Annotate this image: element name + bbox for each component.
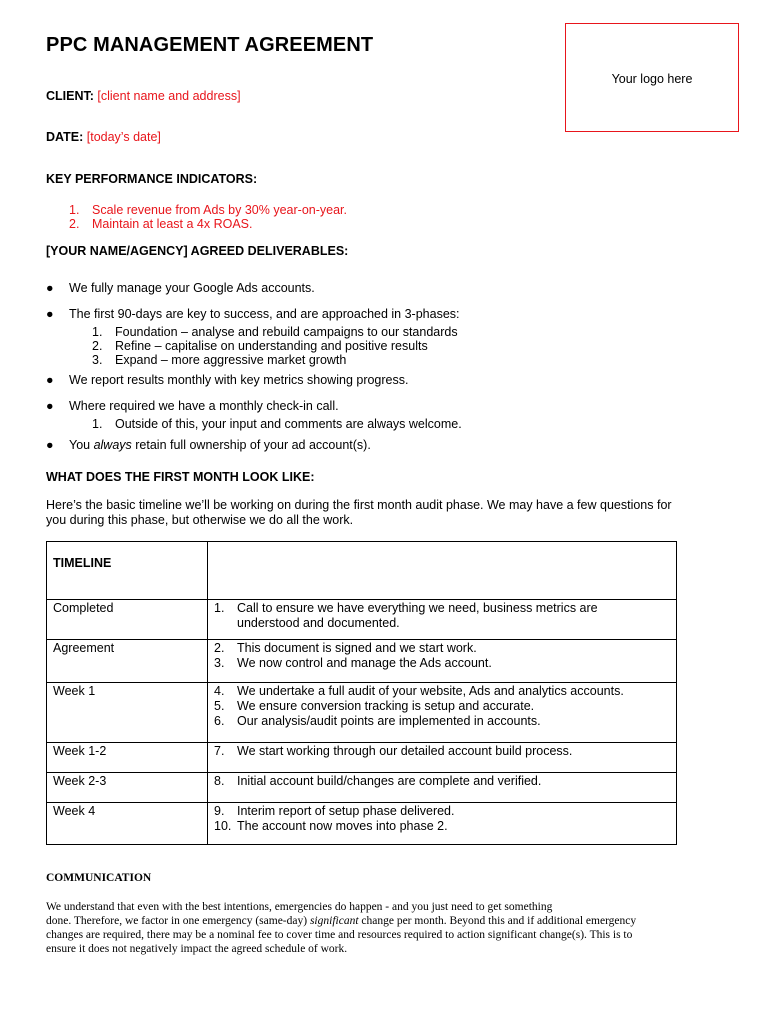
client-line xyxy=(46,89,241,104)
phase-item: 2. Refine – capitalise on understanding and positive results xyxy=(92,339,428,353)
period-cell: Week 4 xyxy=(47,803,208,845)
page-title: PPC MANAGEMENT AGREEMENT xyxy=(46,34,374,56)
kpi-item: 2. Maintain at least a 4x ROAS. xyxy=(69,217,253,231)
first-month-intro: you during this phase, but otherwise we do all the work. xyxy=(46,513,354,527)
phase-item: 3. Expand – more aggressive market growth xyxy=(92,353,347,367)
timeline-header: TIMELINE xyxy=(47,542,208,600)
period-cell: Completed xyxy=(47,600,208,640)
deliverable-bullet: ● You always retain full ownership of your ad account(s). xyxy=(46,438,371,452)
logo-placeholder xyxy=(565,23,739,132)
client-value: [client name and address] xyxy=(97,89,241,103)
date-value: [today’s date] xyxy=(86,130,161,144)
deliverable-bullet: ● The first 90-days are key to success, and are approached in 3-phases: xyxy=(46,307,460,321)
client-label: CLIENT: xyxy=(46,89,94,103)
table-row xyxy=(47,600,677,640)
steps-cell: 8. Initial account build/changes are complete and verified. xyxy=(208,773,677,803)
deliverable-bullet: ● We fully manage your Google Ads accounts. xyxy=(46,281,315,295)
period-cell: Agreement xyxy=(47,640,208,683)
period-cell: Week 1 xyxy=(47,683,208,743)
date-line xyxy=(46,130,161,145)
logo-placeholder-text: Your logo here xyxy=(611,72,693,86)
communication-paragraph: We understand that even with the best intentions, emergencies do happen - and you just need to get something done. Therefore, we factor in one emergency (same-day) significant change per month. Beyond this and if additional emergency changes are required, there may be a nominal fee to cover time and resources required to action significant change(s). This is to ensure it does not negatively impact the agreed schedule of work. xyxy=(46,901,637,955)
deliverable-bullet: ● Where required we have a monthly check-in call. xyxy=(46,399,339,413)
timeline-table xyxy=(46,541,677,845)
table-row xyxy=(47,773,677,803)
communication-heading: COMMUNICATION xyxy=(46,872,152,884)
steps-cell: 4. We undertake a full audit of your website, Ads and analytics accounts. 5. We ensure conversion tracking is setup and accurate. 6. Our analysis/audit points are implemented in accounts. xyxy=(208,683,677,743)
first-month-heading: WHAT DOES THE FIRST MONTH LOOK LIKE: xyxy=(46,470,315,484)
period-cell: Week 1-2 xyxy=(47,743,208,773)
phase-item: 1. Foundation – analyse and rebuild campaigns to our standards xyxy=(92,325,458,339)
table-row xyxy=(47,743,677,773)
kpi-item: 1. Scale revenue from Ads by 30% year-on-year. xyxy=(69,203,347,217)
table-row xyxy=(47,803,677,845)
steps-cell: 2. This document is signed and we start work. 3. We now control and manage the Ads account. xyxy=(208,640,677,683)
table-header-row xyxy=(47,542,677,600)
kpi-heading: KEY PERFORMANCE INDICATORS: xyxy=(46,172,258,186)
steps-cell: 1. Call to ensure we have everything we need, business metrics are understood and documented. xyxy=(208,600,677,640)
steps-cell: 9. Interim report of setup phase delivered. 10. The account now moves into phase 2. xyxy=(208,803,677,845)
steps-cell: 7. We start working through our detailed account build process. xyxy=(208,743,677,773)
table-row xyxy=(47,683,677,743)
bullet-icon: ● xyxy=(46,373,54,387)
period-cell: Week 2-3 xyxy=(47,773,208,803)
date-label: DATE: xyxy=(46,130,84,144)
deliverable-bullet: ● We report results monthly with key metrics showing progress. xyxy=(46,373,409,387)
bullet-icon: ● xyxy=(46,399,54,413)
first-month-intro: Here’s the basic timeline we’ll be working on during the first month audit phase. We may have a few questions for xyxy=(46,498,672,512)
deliverables-heading: [YOUR NAME/AGENCY] AGREED DELIVERABLES: xyxy=(46,244,349,258)
checkin-item: 1. Outside of this, your input and comments are always welcome. xyxy=(92,417,462,431)
bullet-icon: ● xyxy=(46,281,54,295)
bullet-icon: ● xyxy=(46,438,54,452)
table-row xyxy=(47,640,677,683)
table-cell xyxy=(208,542,677,600)
bullet-icon: ● xyxy=(46,307,54,321)
